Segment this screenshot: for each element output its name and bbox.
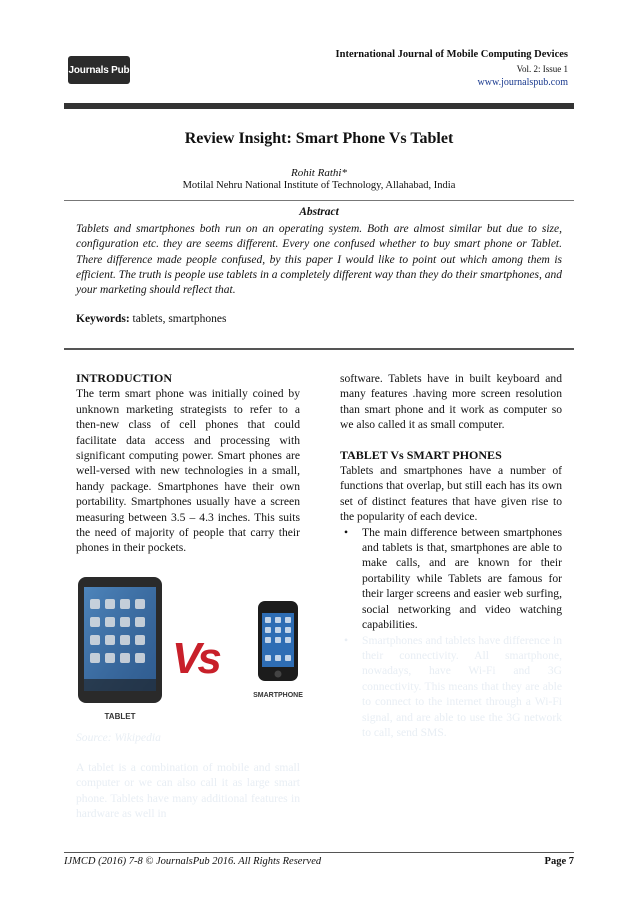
figure-caption: Source: Wikipedia — [76, 731, 161, 744]
right-column — [340, 371, 562, 740]
keywords — [76, 313, 226, 325]
footer-divider — [64, 852, 574, 853]
tablet-vs-phone-figure — [74, 575, 306, 725]
intro-heading: INTRODUCTION — [76, 371, 173, 385]
journal-volume: Vol. 2: Issue 1 — [516, 64, 568, 74]
smartphone-label: SMARTPHONE — [253, 692, 303, 699]
left-column — [76, 371, 300, 556]
paper-affiliation: Motilal Nehru National Institute of Technology, Allahabad, India — [182, 180, 456, 191]
paper-author: Rohit Rathi* — [291, 167, 347, 179]
page-number: Page 7 — [544, 856, 574, 867]
abstract-top-divider — [64, 200, 574, 201]
tablet-image — [78, 577, 162, 703]
intro-text: The term smart phone was initially coined by unknown marketing strategists to refer to a then-new class of cell phones that could facilitate data access and processing with significant computing power. Smart phones are well-versed with new technologies in a small, handy package. Smartphones have their own portability. Smartphones usually have a screen measuring between 3.5 – 4.3 inches. This suits the need of majority of people that carry their phones in their pockets. — [76, 387, 300, 555]
journal-info — [336, 48, 568, 90]
journal-url[interactable]: www.journalspub.com — [477, 77, 568, 88]
keywords-label: Keywords: — [76, 313, 130, 325]
footer-citation: IJMCD (2016) 7-8 © JournalsPub 2016. All Rights Reserved — [64, 856, 322, 867]
paper-title: Review Insight: Smart Phone Vs Tablet — [184, 130, 454, 147]
difference-list — [340, 525, 562, 741]
journal-name: International Journal of Mobile Computing Devices — [335, 49, 568, 60]
vs-text: Vs — [172, 634, 218, 683]
list-item: • Smartphones and tablets have difference in their connectivity. All smartphone, nowadays, have Wi-Fi and 3G connectivity. This means that they are able to connect to the internet through a Wi-Fi signal, and are able to use the 3G network to call, send SMS. — [340, 633, 562, 741]
header-divider — [64, 103, 574, 109]
abstract-text: Tablets and smartphones both run on an operating system. Both are almost similar but due to size, configuration etc. they are seems different. Every one confused whether to buy smart phone or Tablet. There difference made people confused, by this paper I would like to point out which among them is efficient. The truth is people use tablets in a completely different way than they do their smartphones, and your marketing should reflect that. — [76, 223, 563, 297]
keywords-value: tablets, smartphones — [132, 313, 227, 325]
tablet-vs-phones-text: Tablets and smartphones have a number of functions that overlap, but still each has its own set of distinct features that have given rise to the popularity of each device. — [340, 464, 562, 524]
journal-logo: Journals Pub — [68, 56, 130, 84]
tablet-vs-phones-heading: TABLET Vs SMART PHONES — [340, 447, 502, 462]
abstract-heading: Abstract — [299, 206, 339, 218]
right-continued-text: software. Tablets have in built keyboard and many features .having more screen resolution than smart phone and it work as computer so we also called it as small computer. — [340, 372, 562, 432]
tablet-label: TABLET — [104, 712, 136, 721]
list-item: • The main difference between smartphones and tablets is that, smartphones are able to make calls, and are known for their portability while Tablets are famous for their larger screens and easier web surfing, social networking and video watching capabilities. — [340, 525, 562, 633]
abstract-bottom-divider — [64, 348, 574, 350]
smartphone-image — [258, 601, 298, 681]
figure-graphic — [74, 575, 306, 725]
left-faded-paragraph: A tablet is a combination of mobile and small computer or we can also call it as large smart phone. Tablets have many additional features in hardware as well in — [76, 761, 300, 821]
page-footer — [64, 856, 574, 867]
